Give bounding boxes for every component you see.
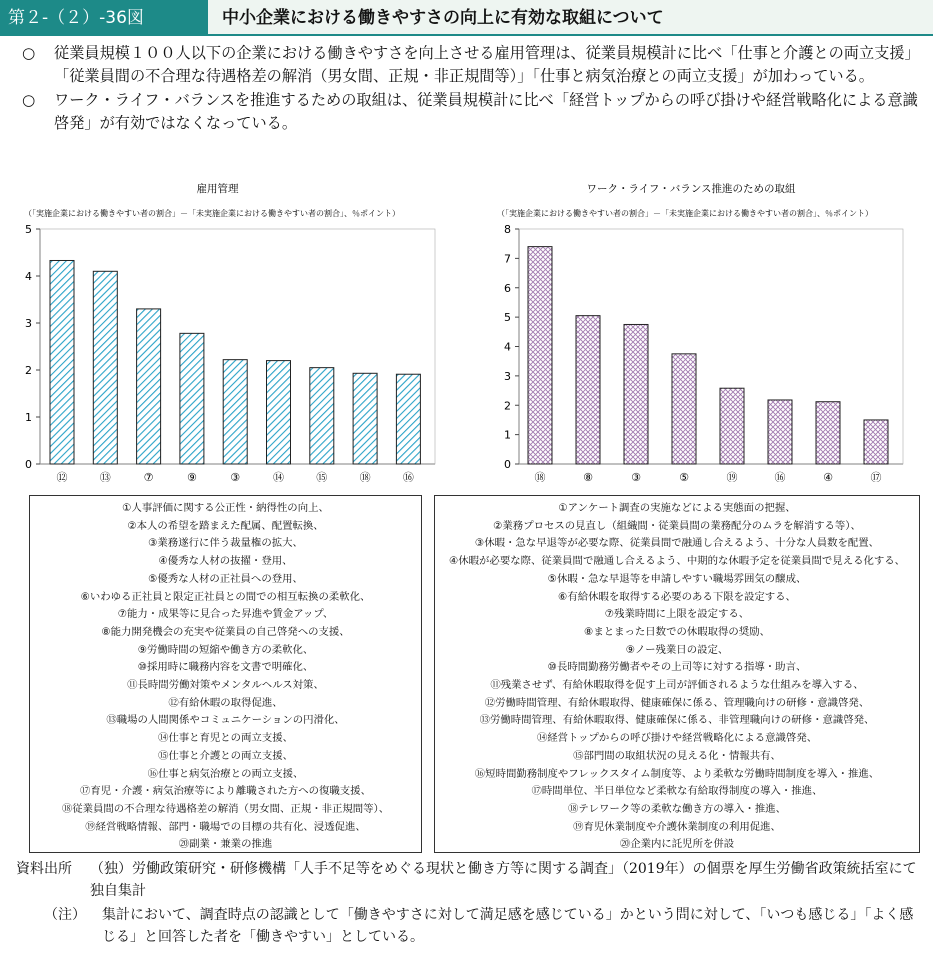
employment-management-legend-item: ③業務遂行に伴う裁量権の拡大、 [148, 537, 303, 550]
employment-management-bar [50, 260, 74, 464]
bullet-circle-icon: ○ [22, 44, 36, 62]
figure-header [0, 0, 933, 36]
employment-management-bar [353, 373, 377, 464]
work-life-balance-legend-item: ⑰時間単位、半日単位など柔軟な有給取得制度の導入・推進、 [531, 785, 823, 798]
employment-management-y-tick-label: 3 [25, 317, 32, 330]
work-life-balance-legend-item: ⑩長時間勤務労働者やその上司等に対する指導・助言、 [547, 661, 807, 674]
work-life-balance-legend-item: ⑤休暇・急な早退等を申請しやすい職場雰囲気の醸成、 [547, 572, 807, 585]
note-text: 集計において、調査時点の認識として「働きやすさに対して満足感を感じている」かという問に対して、「いつも感じる」「よく感じる」と回答した者を「働きやすい」としている。 [102, 907, 914, 945]
employment-management-chart-title: 雇用管理 [196, 183, 239, 195]
work-life-balance-chart-title: ワーク・ライフ・バランス推進のための取組 [586, 183, 796, 195]
summary-bullet [14, 89, 919, 134]
work-life-balance-y-tick-label: 2 [504, 399, 511, 413]
work-life-balance-x-tick-label: ⑯ [774, 471, 786, 482]
work-life-balance-legend-item: ⑥有給休暇を取得する必要のある下限を設定する、 [558, 590, 796, 603]
employment-management-bar [93, 271, 117, 464]
employment-management-legend-item: ⑳副業・兼業の推進 [178, 838, 273, 851]
employment-management-legend [29, 495, 422, 853]
work-life-balance-y-tick-label: 7 [504, 252, 511, 266]
employment-management-legend-item: ⑯仕事と病気治療との両立支援、 [147, 767, 304, 780]
work-life-balance-y-tick-label: 5 [504, 311, 511, 325]
figure-number: 第２-（２）-36図 [0, 0, 208, 36]
work-life-balance-chart-svg [483, 182, 923, 482]
work-life-balance-x-tick-label: ⑱ [534, 471, 546, 482]
summary-bullets [14, 42, 919, 136]
work-life-balance-bar [864, 420, 888, 464]
employment-management-x-tick-label: ⑯ [402, 471, 414, 482]
summary-bullet-text: ワーク・ライフ・バランスを推進するための取組は、従業員規模計に比べ「経営トップからの呼び掛けや経営戦略化による意識啓発」が有効ではなくなっている。 [54, 91, 918, 132]
employment-management-legend-item: ⑭仕事と育児との両立支援、 [157, 732, 294, 745]
employment-management-x-tick-label: ⑨ [186, 471, 197, 482]
work-life-balance-legend-item: ④休暇が必要な際、従業員間で融通し合えるよう、中期的な休暇予定を従業員間で見える化する、 [448, 555, 906, 568]
work-life-balance-y-tick-label: 6 [504, 281, 511, 295]
employment-management-legend-item: ⑩採用時に職務内容を文書で明確化、 [137, 661, 314, 674]
employment-management-bar [396, 374, 420, 464]
employment-management-legend-item: ⑫有給休暇の取得促進、 [168, 696, 283, 709]
work-life-balance-x-tick-label: ⑧ [583, 471, 593, 482]
work-life-balance-legend-item: ②業務プロセスの見直し（組織間・従業員間の業務配分のムラを解消する等）、 [493, 519, 861, 532]
employment-management-legend-item: ④優秀な人材の抜擢・登用、 [158, 555, 293, 568]
employment-management-y-tick-label: 4 [25, 270, 32, 283]
work-life-balance-legend-item: ⑳企業内に託児所を併設 [619, 838, 735, 851]
work-life-balance-y-tick-label: 4 [504, 340, 511, 354]
work-life-balance-chart [483, 182, 923, 482]
note [16, 904, 921, 948]
work-life-balance-legend-item: ⑫労働時間管理、有給休暇取得、健康確保に係る、管理職向けの研修・意識啓発、 [484, 696, 870, 709]
employment-management-chart-svg [10, 182, 450, 482]
employment-management-legend-item: ⑬職場の人間関係やコミュニケーションの円滑化、 [106, 714, 345, 727]
work-life-balance-bar [768, 400, 792, 464]
source-text: （独）労働政策研究・研修機構「人手不足等をめぐる現状と働き方等に関する調査」（2019年）の個票を厚生労働省政策統括室にて独自集計 [90, 861, 917, 899]
employment-management-x-tick-label: ⑭ [273, 471, 284, 482]
employment-management-x-tick-label: ③ [230, 471, 241, 482]
work-life-balance-legend-item: ⑨ノー残業日の設定、 [625, 643, 729, 656]
employment-management-x-tick-label: ⑦ [143, 471, 154, 482]
summary-bullet-text: 従業員規模１００人以下の企業における働きやすさを向上させる雇用管理は、従業員規模計に比べ「仕事と介護との両立支援」「従業員間の不合理な待遇格差の解消（男女間、正規・非正規間等）」「仕事と病気治療との両立支援」が加わっている。 [54, 44, 913, 85]
work-life-balance-x-tick-label: ⑤ [679, 471, 689, 482]
employment-management-legend-item: ⑲経営戦略情報、部門・職場での目標の共有化、浸透促進、 [85, 820, 366, 833]
work-life-balance-legend-item: ⑭経営トップからの呼び掛けや経営戦略化による意識啓発、 [536, 732, 818, 745]
employment-management-legend-item: ⑱従業員間の不合理な待遇格差の解消（男女間、正規・非正規間等）、 [61, 802, 390, 815]
work-life-balance-bar [576, 316, 600, 464]
employment-management-y-tick-label: 5 [25, 223, 32, 236]
employment-management-legend-item: ⑧能力開発機会の充実や従業員の自己啓発への支援、 [101, 625, 350, 638]
work-life-balance-legend-item: ⑮部門間の取組状況の見える化・情報共有、 [573, 749, 781, 762]
employment-management-x-tick-label: ⑫ [56, 471, 68, 482]
work-life-balance-legend-item: ⑦残業時間に上限を設定する、 [604, 608, 750, 621]
work-life-balance-bar [816, 402, 840, 464]
footnotes [16, 858, 921, 948]
employment-management-legend-item: ⑦能力・成果等に見合った昇進や賃金アップ、 [117, 608, 334, 621]
work-life-balance-bar [624, 324, 648, 464]
employment-management-bar [267, 361, 291, 464]
employment-management-y-tick-label: 0 [25, 458, 32, 471]
employment-management-legend-item: ⑰育児・介護・病気治療等により離職された方への復職支援、 [80, 785, 371, 798]
work-life-balance-y-axis-label: （「実施企業における働きやすい者の割合」－「未実施企業における働きやすい者の割合」、％ポイント） [497, 209, 873, 218]
summary-bullet [14, 42, 919, 87]
work-life-balance-y-tick-label: 3 [504, 369, 511, 383]
work-life-balance-legend-item: ⑪残業させず、有給休暇取得を促す上司が評価されるような仕組みを導入する、 [490, 679, 864, 692]
work-life-balance-x-tick-label: ⑰ [870, 471, 882, 482]
employment-management-chart [10, 182, 450, 482]
work-life-balance-y-tick-label: 8 [504, 223, 511, 236]
employment-management-y-tick-label: 2 [25, 364, 32, 377]
work-life-balance-legend [434, 495, 920, 853]
note-label: （注） [44, 907, 86, 923]
employment-management-legend-item: ⑥いわゆる正社員と限定正社員との間での相互転換の柔軟化、 [80, 590, 371, 603]
work-life-balance-bar [672, 354, 696, 464]
source-label: 資料出所 [16, 861, 72, 877]
employment-management-bar [223, 360, 247, 464]
work-life-balance-legend-item: ③休暇・急な早退等が必要な際、従業員間で融通し合えるよう、十分な人員数を配置、 [474, 537, 880, 550]
employment-management-legend-item: ①人事評価に関する公正性・納得性の向上、 [122, 502, 329, 514]
figure-title: 中小企業における働きやすさの向上に有効な取組について [208, 0, 933, 36]
work-life-balance-x-tick-label: ④ [823, 471, 833, 482]
employment-management-legend-item: ⑨労働時間の短縮や働き方の柔軟化、 [137, 643, 314, 656]
employment-management-bar [137, 309, 161, 464]
employment-management-bar [180, 333, 204, 464]
work-life-balance-legend-item: ①アンケート調査の実施などによる実態面の把握、 [558, 502, 796, 514]
source-note [16, 858, 921, 902]
employment-management-bar [310, 368, 334, 464]
work-life-balance-y-tick-label: 1 [504, 428, 511, 442]
employment-management-x-tick-label: ⑮ [316, 471, 328, 482]
work-life-balance-bar [528, 247, 552, 464]
work-life-balance-legend-item: ⑱テレワーク等の柔軟な働き方の導入・推進、 [568, 802, 786, 815]
employment-management-y-tick-label: 1 [25, 411, 32, 424]
employment-management-x-tick-label: ⑱ [359, 471, 371, 482]
work-life-balance-legend-item: ⑧まとまった日数での休暇取得の奨励、 [584, 625, 770, 638]
work-life-balance-legend-item: ⑬労働時間管理、有給休暇取得、健康確保に係る、非管理職向けの研修・意識啓発、 [479, 714, 875, 727]
employment-management-legend-item: ②本人の希望を踏まえた配属、配置転換、 [127, 519, 324, 532]
work-life-balance-y-tick-label: 0 [504, 458, 511, 471]
work-life-balance-bar [720, 388, 744, 464]
employment-management-y-axis-label: （「実施企業における働きやすい者の割合」－「未実施企業における働きやすい者の割合」、％ポイント） [24, 209, 400, 218]
work-life-balance-legend-item: ⑯短時間勤務制度やフレックスタイム制度等、より柔軟な労働時間制度を導入・推進、 [474, 767, 880, 780]
work-life-balance-x-tick-label: ⑲ [726, 471, 738, 482]
employment-management-legend-item: ⑪長時間労働対策やメンタルヘルス対策、 [127, 679, 324, 692]
employment-management-x-tick-label: ⑬ [99, 471, 111, 482]
work-life-balance-legend-item: ⑲育児休業制度や介護休業制度の利用促進、 [573, 820, 781, 833]
bullet-circle-icon: ○ [22, 91, 36, 109]
employment-management-legend-item: ⑤優秀な人材の正社員への登用、 [148, 572, 303, 585]
employment-management-legend-item: ⑮仕事と介護との両立支援、 [157, 749, 294, 762]
work-life-balance-x-tick-label: ③ [631, 471, 641, 482]
